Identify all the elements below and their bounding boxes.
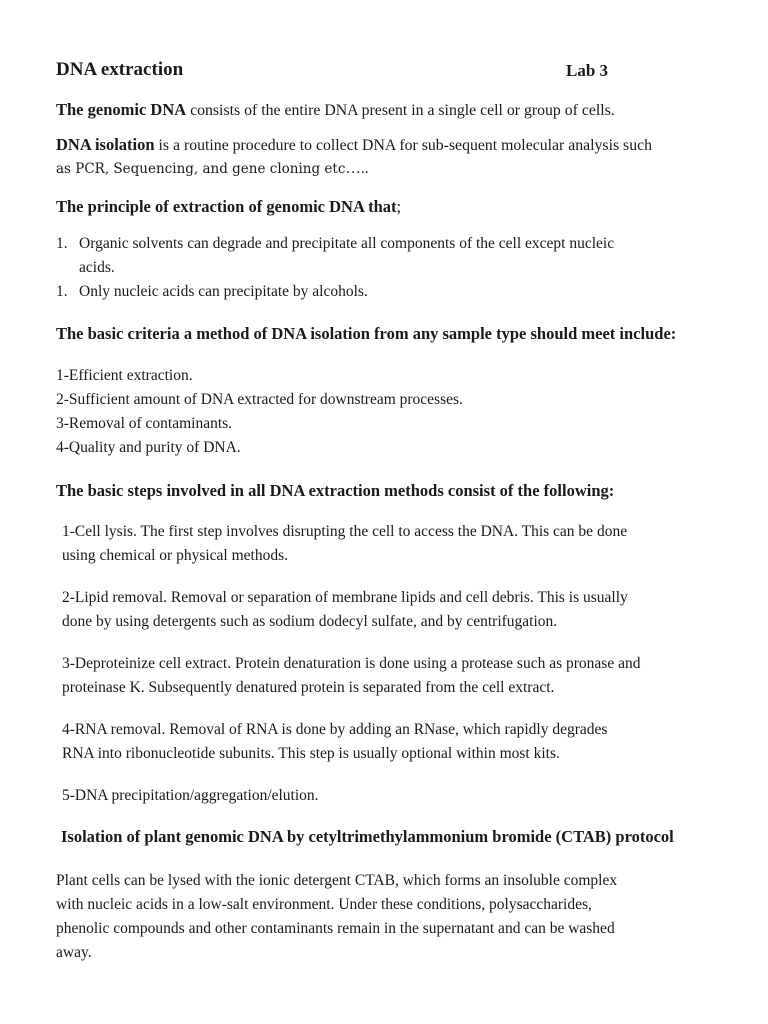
criteria-heading: The basic criteria a method of DNA isolation from any sample type should meet include: <box>56 324 677 343</box>
genomic-dna-definition: consists of the entire DNA present in a single cell or group of cells. <box>186 102 615 119</box>
step-3-line-2: proteinase K. Subsequently denatured protein is separated from the cell extract. <box>62 679 555 696</box>
dna-isolation-term: DNA isolation <box>56 135 155 154</box>
principle-item-1-line-1: Organic solvents can degrade and precipitate all components of the cell except nucleic <box>79 235 615 252</box>
ctab-paragraph-line-3: phenolic compounds and other contaminants remain in the supernatant and can be washed <box>56 920 615 937</box>
document-title: DNA extraction <box>56 59 184 80</box>
principle-item-2-number: 1. <box>56 283 68 300</box>
principle-heading-text: The principle of extraction of genomic DNA that <box>56 197 397 216</box>
dna-isolation-ellipsis: ….. <box>345 160 369 177</box>
dna-isolation-line-2 <box>56 157 369 181</box>
principle-item-1-number: 1. <box>56 235 68 252</box>
ctab-heading: Isolation of plant genomic DNA by cetyltrimethylammonium bromide (CTAB) protocol <box>61 827 674 846</box>
genomic-dna-term: The genomic DNA <box>56 100 187 119</box>
principle-heading <box>56 195 401 219</box>
step-1-line-1: 1-Cell lysis. The first step involves disrupting the cell to access the DNA. This can be done <box>62 523 628 540</box>
step-2-line-2: done by using detergents such as sodium dodecyl sulfate, and by centrifugation. <box>62 613 558 630</box>
step-4-line-1: 4-RNA removal. Removal of RNA is done by adding an RNase, which rapidly degrades <box>62 721 608 738</box>
criteria-item-2: 2-Sufficient amount of DNA extracted for downstream processes. <box>56 391 463 408</box>
principle-item-1-line-2: acids. <box>79 259 115 276</box>
step-3-line-1: 3-Deproteinize cell extract. Protein denaturation is done using a protease such as pronase and <box>62 655 641 672</box>
dna-isolation-definition: is a routine procedure to collect DNA for sub-sequent molecular analysis such <box>154 137 653 154</box>
principle-heading-semicolon: ; <box>396 197 402 216</box>
ctab-paragraph-line-4: away. <box>56 944 92 961</box>
genomic-dna-paragraph <box>56 98 615 123</box>
ctab-paragraph-line-1: Plant cells can be lysed with the ionic detergent CTAB, which forms an insoluble complex <box>56 872 618 889</box>
step-5-line-1: 5-DNA precipitation/aggregation/elution. <box>62 787 319 804</box>
dna-isolation-line-1 <box>56 133 652 158</box>
step-4-line-2: RNA into ribonucleotide subunits. This step is usually optional within most kits. <box>62 745 560 762</box>
steps-heading: The basic steps involved in all DNA extraction methods consist of the following: <box>56 481 615 500</box>
principle-item-2-line-1: Only nucleic acids can precipitate by alcohols. <box>79 283 368 300</box>
criteria-item-4: 4-Quality and purity of DNA. <box>56 439 241 456</box>
criteria-item-3: 3-Removal of contaminants. <box>56 415 233 432</box>
lab-number: Lab 3 <box>566 61 609 80</box>
criteria-item-1: 1-Efficient extraction. <box>56 367 193 384</box>
dna-isolation-examples: as PCR, Sequencing, and gene cloning etc <box>56 161 346 177</box>
step-2-line-1: 2-Lipid removal. Removal or separation of membrane lipids and cell debris. This is usually <box>62 589 628 606</box>
ctab-paragraph-line-2: with nucleic acids in a low-salt environment. Under these conditions, polysaccharides, <box>56 896 592 913</box>
step-1-line-2: using chemical or physical methods. <box>62 547 288 564</box>
